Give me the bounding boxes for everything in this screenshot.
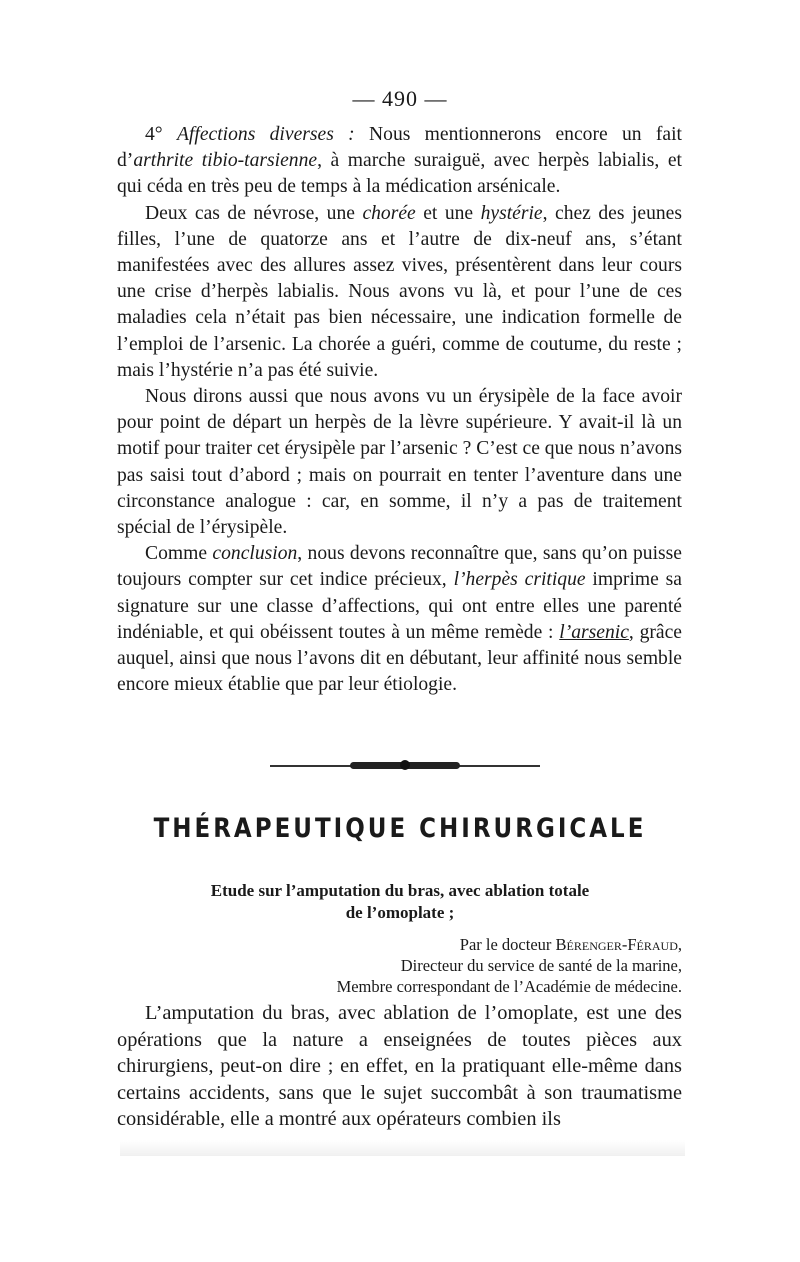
item-title: Affections diverses : <box>176 124 355 145</box>
text-run: , chez des jeunes filles, l’une de quatorze ans et l’autre de dix-neuf ans, s’étant manifestées avec des allures assez vives, présentèrent dans leur cours une crise d’herpès labialis. Nous avons vu là, et pour l’une de ces maladies cela n’était pas bien nécessaire, une indication formelle de l’emploi de l’arsenic. La chorée a guéri, comme de coutume, du reste ; mais l’hystérie n’a pas été suivie. <box>117 202 682 381</box>
author-line <box>120 934 682 955</box>
emphasis: l’herpès critique <box>453 569 586 591</box>
paragraph-conclusion <box>117 541 682 698</box>
page-number: — 490 — <box>352 86 448 111</box>
text-run: Par le docteur <box>459 935 556 954</box>
text-run: Nous dirons aussi que nous avons vu un érysipèle de la face avoir pour point de départ un herpès de la lèvre supérieure. Y avait-il là un motif pour traiter cet érysipèle par l’arsenic ? C’est ce que nous n’avons pas saisi tout d’abord ; mais on pourrait en tenter l’aventure dans une circonstance analogue : car, en somme, il n’y a pas de traitement spécial de l’érysipèle. <box>117 386 682 539</box>
item-number: 4° <box>145 124 163 145</box>
text-run: , nous devons reconnaître que, sans qu’on puisse toujours compter sur cet indice précieux, <box>117 543 682 591</box>
text-run: imprime sa signature sur une classe d’affections, qui ont entre elles une parenté indéniable, et qui obéissent toutes à un même remède : <box>117 569 682 643</box>
article-title-line: Etude sur l’amputation du bras, avec ablation totale <box>210 881 590 900</box>
text-run: et une <box>415 202 481 224</box>
emphasis: hystérie <box>480 202 543 224</box>
scan-shadow <box>120 1140 685 1156</box>
text-block-bottom <box>117 1000 682 1133</box>
paragraph-nevrose <box>117 201 682 384</box>
text-run: , grâce auquel, ainsi que nous l’avons dit en débutant, leur affinité nous semble encore mieux établie que par leur étiologie. <box>117 621 682 696</box>
author-title-line: Directeur du service de santé de la marine, <box>400 956 682 975</box>
text-run: Deux cas de névrose, une <box>145 202 363 224</box>
author-block <box>120 934 730 997</box>
section-heading: THÉRAPEUTIQUE CHIRURGICALE <box>153 814 647 844</box>
article-title <box>100 880 700 924</box>
emphasis: conclusion <box>212 543 298 565</box>
emphasis-underlined: l’arsenic <box>559 621 629 643</box>
emphasis: chorée <box>362 202 416 224</box>
text-block-top <box>117 122 682 698</box>
text-run: Comme <box>145 543 213 565</box>
author-name: Bérenger-Féraud <box>555 935 678 954</box>
paragraph-erysipele <box>117 384 682 541</box>
article-title-line: de l’omoplate ; <box>345 903 455 922</box>
text-run: , à marche suraiguë, avec herpès labialis, et qui céda en très peu de temps à la médication arsénicale. <box>117 150 682 198</box>
text-run: , <box>677 935 682 954</box>
paragraph-amputation <box>117 1000 682 1133</box>
emphasis: arthrite tibio-tarsienne <box>133 150 318 172</box>
author-title-line: Membre correspondant de l’Académie de médecine. <box>336 977 682 996</box>
text-run: Nous mentionnerons encore un fait d’ <box>117 124 682 172</box>
divider-dot <box>400 760 410 770</box>
text-run: L’amputation du bras, avec ablation de l’omoplate, est une des opérations que la nature a enseignées de toutes pièces aux chirurgiens, peut-on dire ; en effet, en la pratiquant elle-même dans certains accidents, sans que le sujet succombât à son traumatisme considérable, elle a montré aux opérateurs combien ils <box>117 1002 682 1130</box>
paragraph-affections <box>117 122 682 201</box>
